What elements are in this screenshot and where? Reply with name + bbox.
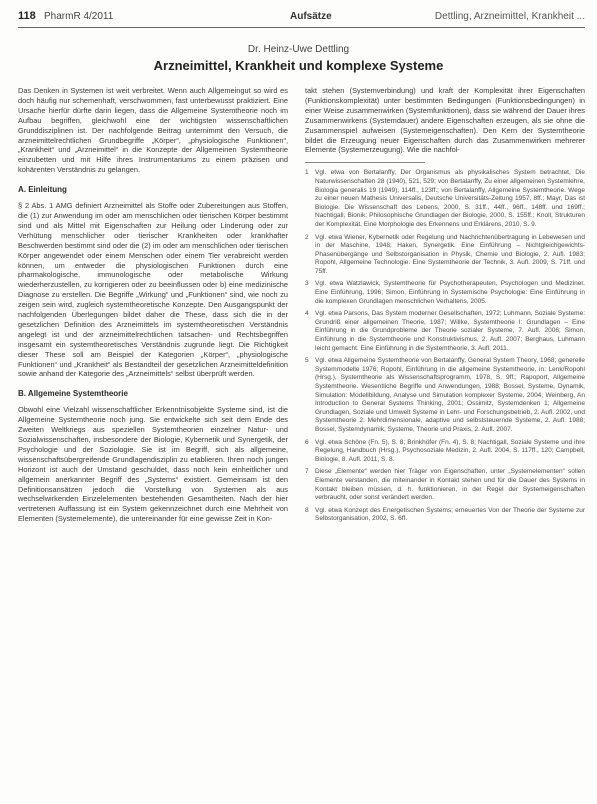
header-rule: [18, 27, 585, 28]
footnote-number: 5: [305, 357, 309, 365]
footnote: [305, 280, 585, 306]
footnote-text: Vgl. etwa von Bertalanffy, Der Organismus als physikalisches System betrachtet, Die Naturwissenschaften 28 (1940), 521, 529; von Bertalanffy, Zu einer allgemeinen Systemlehre, Biologia generalis 19 (1949), 114ff., 123ff.; von Bertalanffy, Allgemeine Systemtheorie. Wege zu einer neuen Mathesis Universalis, Deutsche Universitäts-Zeitung 1957, 8ff.; Mayr, Das ist Biologie. Die Wissenschaft des Lebens, 2000, S. 31ff., 44ff., 96ff., 148ff. und 169ff.; Nachtigall, Bionik: Philosophische Grundlagen der Biologie, 2000, S. 155ff.; Knoll, Strukturen der Komplexität. Eine Morphologie des Erkennens und Erklärens, 2010, S. 9.: [315, 169, 585, 228]
footnote-number: 3: [305, 280, 309, 288]
footnote: [305, 468, 585, 502]
footnote-number: 1: [305, 169, 309, 177]
section-a-paragraph: § 2 Abs. 1 AMG definiert Arzneimittel als Stoffe oder Zubereitungen aus Stoffen, die (1) zur Anwendung im oder am menschlichen oder tierischen Körper bestimmt sind und als Mittel mit Eigenschaften zur Heilung oder Linderung oder zur Verhütung menschlicher oder tierischer Krankheiten oder krankhafter Beschwerden bestimmt sind oder die (2) im oder am menschlichen oder tierischen Körper angewendet oder einem Menschen oder einem Tier verabreicht werden können, um entweder die physiologischen Funktionen durch eine pharmakologische, immunologische oder metabolische Wirkung wiederherzustellen, zu korrigieren oder zu beeinflussen oder b) eine medizinische Diagnose zu erstellen. Die Begriffe „Wirkung“ und „Funktionen“ sind, wie noch zu zeigen sein wird, zugleich systemtheoretische Konzepte. Den Ausgangspunkt der nachfolgenden Überlegungen bildet daher die These, dass sich die in der gesetzlichen Definition des Arzneimittels im systemtheoretischen Verständnis angelegt ist und der arzneimittelrechtlichen tatsachen- und Rechtsbegriffen insgesamt ein systemtheoretisches Verständnis zugrunde liegt. Die Richtigkeit dieser These soll am Beispiel der Kategorien „Körper“, „physiologische Funktionen“ und „Krankheit“ als Bestandteil der gesetzlichen Arzneimitteldefinition sowie anhand der Kategorie des „Arzneimittels“ selbst überprüft werden.: [18, 201, 288, 379]
footnote-number: 6: [305, 438, 309, 446]
section-a-heading: A. Einleitung: [18, 185, 67, 195]
footnote: [305, 357, 585, 434]
intro-paragraph: Das Denken in Systemen ist weit verbreitet. Wenn auch Allgemeingut so wird es doch häufig nur schemenhaft, verschwommen, fast unterbewusst praktiziert. Eine Ursache hierfür dürfte darin liegen, dass die Allgemeine Systemtheorie noch im Aufbau begriffen, gleichwohl eine der wichtigsten wissenschaftlichen Grunddisziplinen ist. Der nachfolgende Beitrag unternimmt den Versuch, die arzneimittelrechtlichen Grundbegriffe „Körper“, „physiologische Funktionen“, „Krankheit“ und „Arzneimittel“ in die Konzepte der Allgemeinen Systemtheorie einzubetten und mit Hilfe ihres Instrumentariums zu einem präzisen und kohärenten Verständnis zu gelangen.: [18, 86, 288, 175]
footnote: [305, 169, 585, 229]
footnote-number: 8: [305, 506, 309, 514]
footnote-separator: [305, 162, 425, 163]
footnote-text: Vgl. etwa Allgemeine Systemtheorie von Bertalanffy, General System Theory, 1968; generelle Systemmodelle 1976; Ropohl, Einführung in die allgemeine Systemtheorie, in: Lenk/Ropohl (Hrsg.), Systemtheorie als Wissenschaftsprogramm, 1978, S. 9ff.; Rapoport, Allgemeine Systemtheorie. Wesentliche Begriffe und Anwendungen, 1988; Bossel, Systeme, Dynamik, Simulation: Modellbildung, Analyse und Simulation komplexer Systeme, 2004; Weinberg, An Introduction to General Systems Thinking, 2001; Ossimitz, Systemdenken 1; Allgemeine Grundlagen, Soziale und Umwelt Systeme in Lehr- und Forschungsbetrieb, 2. Aufl. 2002, und Systemtheorie 2: Mehrdimensionale, adaptive und selbststeuernde Systeme, 2. Aufl. 1988; Bossel, Systemdynamik, Systeme, Theorie und Praxis, 2. Aufl. 2007.: [315, 357, 585, 433]
footnotes: [305, 169, 585, 524]
running-title: Dettling, Arzneimittel, Krankheit ...: [434, 11, 585, 22]
section-b-paragraph: Obwohl eine Vielzahl wissenschaftlicher Erkenntnisobjekte Systeme sind, ist die Allgemeine Systemtheorie noch jung. Sie entwickelte sich seit dem Ende des Zweiten Weltkriegs aus speziellen Systemtheorien einzelner Natur- und Sozialwissenschaften, insbesondere der Biologie, Kybernetik und Synergetik, der Psychologie und der Soziologie. Sie ist im Begriff, sich als allgemeine, wissenschaftsübergreifende Grundlagendisziplin zu etablieren. Ihren noch jungen Horizont ist auch der Umstand geschuldet, dass noch kein einheitlicher und allgemein anerkannter Begriff des „Systems“ existiert. Gemeinsam ist den Definitionsansätzen jedoch die Vorstellung von Systemen als aus wechselwirkenden Einzelelementen bestehenden Gesamtheiten. Nach der hier vertretenen Auffassung ist ein System gekennzeichnet durch eine Mehrheit von Elementen (Systemelemente), die untereinander für eine gewisse Zeit in Kon-: [18, 405, 288, 524]
footnote: [305, 234, 585, 277]
footnote-text: Vgl. etwa Konzept des Energetischen Systems; erneuertes Von der Theorie der Systeme zur Selbstorganisation, 2002, S. 6ff.: [315, 506, 585, 523]
right-column: [305, 86, 585, 528]
footnote: [305, 507, 585, 524]
section-label: Aufsätze: [290, 11, 332, 22]
section-b-heading: B. Allgemeine Systemtheorie: [18, 389, 128, 399]
page-number: 118: [18, 10, 36, 22]
footnote: [305, 310, 585, 353]
left-column: [18, 86, 288, 531]
journal-name: PharmR 4/2011: [44, 11, 114, 22]
footnote-number: 7: [305, 468, 309, 476]
footnote-number: 2: [305, 233, 309, 241]
footnote-text: Vgl. etwa Parsons, Das System moderner Gesellschaften, 1972; Luhmann, Soziale Systeme: Grundriß einer allgemeinen Theorie, 1987; Willke, Systemtheorie I: Grundlagen – Eine Einführung in die Grundprobleme der Theorie sozialer Systeme, 7. Aufl. 2006; Simon, Einführung in die Systemtheorie und Konstruktivismus, 2. Aufl. 2007; Berghaus, Luhmann leicht gemacht. Eine Einführung in die Systemtheorie, 3. Aufl. 2011.: [315, 310, 585, 352]
footnote-text: Vgl. etwa Wiener, Kybernetik oder Regelung und Nachrichtenübertragung in Lebewesen und in der Maschine, 1948; Haken, Synergetik. Eine Einführung – Nichtgleichgewichts-Phasenübergänge und Selbstorganisation in Physik, Chemie und Biologie, 2. Aufl. 1983; Ropohl, Allgemeine Technologie. Eine Systemtheorie der Technik, 3. Aufl. 2009, S. 71ff. und 75ff.: [315, 233, 585, 275]
page-header: [18, 10, 585, 26]
article-title: Arzneimittel, Krankheit und komplexe Systeme: [153, 58, 444, 73]
footnote-text: Vgl. etwa Watzlawick, Systemtheorie für Psychotherapeuten, Psychologen und Mediziner. Eine Einführung, 1996; Simon, Einführung in Systemische Psychologie: Eine Einführung in die komplexen Grundlagen menschlichen Verhaltens, 2005.: [315, 280, 585, 305]
footnote-text: Diese „Elemente“ werden hier Träger von Eigenschaften, unter „Systemelementen“ sollen Elemente verstanden, die miteinander in Kontakt stehen und für die Dauer des Systems in Kontakt bleiben müssen, d. h. funktionieren, in der Regel der Systemeigenschaften verbraucht, oder sonst verändert werden.: [315, 468, 585, 502]
footnote: [305, 439, 585, 465]
article-author: Dr. Heinz-Uwe Dettling: [247, 44, 350, 55]
footnote-number: 4: [305, 310, 309, 318]
footnote-text: Vgl. etwa Schöne (Fn. 5), S. 8; Brinkhöfer (Fn. 4), S. 8; Nachtigall, Soziale Systeme und ihre Regelung, Handbuch (Hrsg.), Psychosoziale Medizin, 2. Aufl. 2004, S. 117ff., 120; Campbell, Biologie, 8. Aufl. 2011, S. 8.: [315, 438, 585, 463]
continued-paragraph: takt stehen (Systemverbindung) und kraft der Komplexität ihrer Eigenschaften (Funktionskomplexität) unter bestimmten Bedingungen (Funktionsbedingungen) in einer Weise zusammenwirken (Systemfunktionen), dass sie während der Dauer ihres Zusammenwirkens (Systemdauer) andere Eigenschaften erzeugen, als sie ohne die Zusammenspiel aufweisen (Systemeigenschaften). Den Kern der Systemtheorie bildet die Erzeugung neuer Eigenschaften durch das Zusammenwirken mehrerer Elemente (Systemerzeugung). Wie die nachfol-: [305, 86, 585, 155]
